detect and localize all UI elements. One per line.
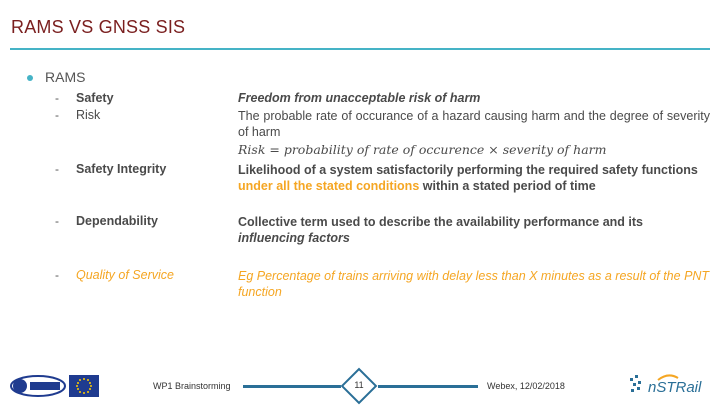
term-risk: Risk (76, 108, 101, 122)
desc-quality-of-service: Eg Percentage of trains arriving with delay less than X minutes as a result of the PNT function (238, 269, 710, 299)
eu-flag-icon (69, 375, 99, 397)
title-part2: GNSS SIS (98, 17, 186, 37)
desc-safety-integrity-b: within a stated period of time (419, 179, 596, 193)
row-dash: - (55, 91, 59, 105)
page-number: 11 (354, 380, 364, 390)
risk-formula: Risk = probability of rate of occurence × severity of harm (238, 142, 607, 157)
bullet-title: RAMS (45, 69, 86, 85)
shift2rail-logo (10, 375, 67, 397)
bullet-dot-icon (27, 75, 33, 81)
desc-dependability-main: Collective term used to describe the availability performance and its (238, 215, 643, 229)
nstrail-logo (628, 372, 714, 400)
term-quality-of-service: Quality of Service (76, 268, 174, 282)
footer-date: Webex, 12/02/2018 (487, 381, 565, 391)
desc-safety: Freedom from unacceptable risk of harm (238, 91, 481, 105)
row-dash: - (55, 268, 59, 282)
title-divider (10, 48, 710, 50)
footer-line-left (243, 385, 341, 388)
desc-dependability-italic: influencing factors (238, 231, 350, 245)
term-dependability: Dependability (76, 214, 158, 228)
row-dash: - (55, 108, 59, 122)
desc-safety-integrity (238, 162, 710, 194)
row-dash: - (55, 162, 59, 176)
term-safety-integrity: Safety Integrity (76, 162, 167, 176)
desc-risk: The probable rate of occurance of a hazard causing harm and the degree of severity of harm (238, 109, 710, 139)
row-dash: - (55, 214, 59, 228)
desc-dependability (238, 214, 710, 246)
title-vs: VS (69, 17, 94, 37)
desc-safety-integrity-a: Likelihood of a system satisfactorily performing the required safety functions (238, 163, 698, 177)
footer-line-right (378, 385, 478, 388)
svg-text:nSTRail: nSTRail (648, 379, 702, 396)
title-part1: RAMS (11, 17, 64, 37)
desc-safety-integrity-highlight: under all the stated conditions (238, 179, 420, 193)
slide-title (11, 17, 185, 38)
term-safety: Safety (76, 91, 114, 105)
footer-workpackage: WP1 Brainstorming (153, 381, 231, 391)
